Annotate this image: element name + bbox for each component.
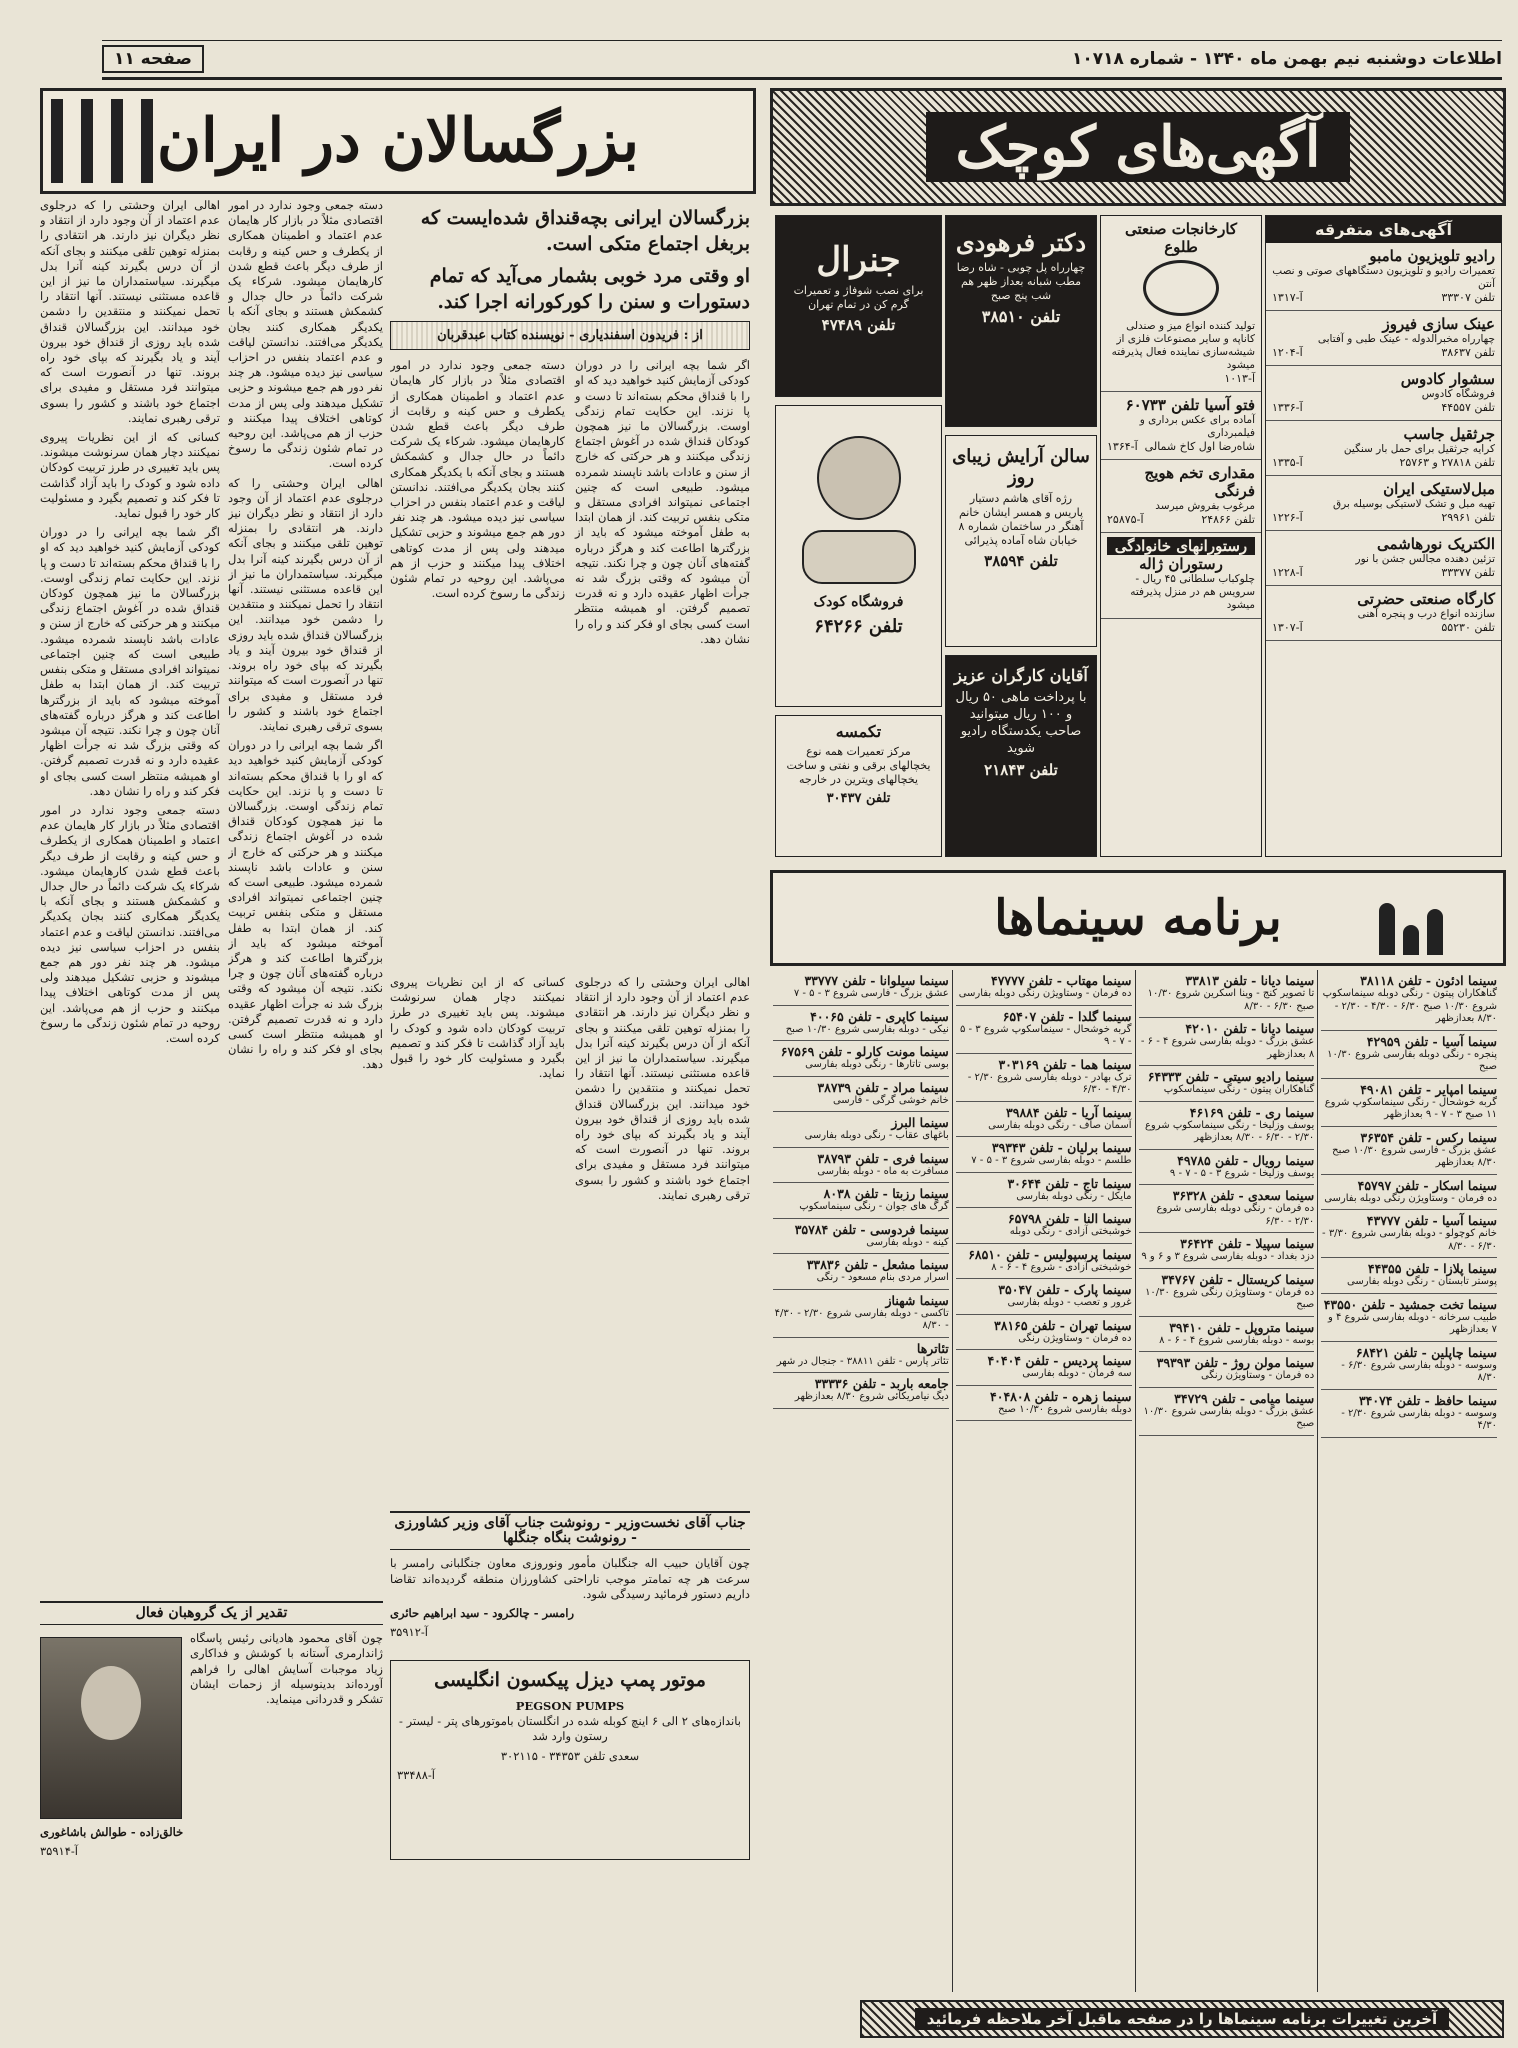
article-paragraph: اهالی ایران وحشتی را که درجلوی عدم اعتماد از آن وجود دارد از انتقاد و نظر دیگران نیز دارند. هر انتقادی را بمنزله توهین تلقی میکنند و بجای آنکه از آن درس بگیرند کینه آنرا بدل میگیرند. سیاستمداران ما نیز از این قاعده مستثنی نیستند. آنها انتقاد را تحمل نمیکنند و منتقدین را دشمن خود میدانند. این بزرگسالان قنداق شده باید روزی از قنداق خود بیرون آیند و یاد بگیرند که بپای خود راه بروند. تنها در آنصورت است که میتوانند فرد مستقل و مفیدی برای اجتماع خود باشند و کشور را بسوی ترقی رهبری نمایند. [575,975,750,1202]
pump-body: باندازه‌های ۲ الی ۶ اینچ کوبله شده در انگلستان باموتورهای پتر - لیستر - رستون وارد شد [399,1714,741,1744]
cinema-name: سینما رزبتا - تلفن ۸۰۳۸ [823,1186,949,1201]
cinema-column [952,970,1135,1992]
cinema-name: سینما اسکار - تلفن ۴۵۷۹۷ [1357,1177,1497,1193]
small-ad-title: عینک سازی فیروز [1382,315,1495,333]
cinema-entry [1321,1127,1497,1175]
small-ad-desc: تعمیرات رادیو و تلویزیون دستگاههای صوتی و نصب آنتن [1272,265,1495,290]
takmeseh-phone: تلفن ۳۰۴۳۷ [826,791,891,806]
cinema-showtimes: سه فرمان - دوبله بفارسی [1022,1368,1132,1379]
cinema-column [1317,970,1500,1992]
doctor-phone: تلفن ۳۸۵۱۰ [981,307,1061,326]
small-ad-phone: تلفن ۲۹۹۶۱ [1441,511,1495,524]
small-ad [1266,366,1501,421]
small-ad-desc: آماده برای عکس برداری و فیلمبرداری [1139,414,1255,439]
article-paragraph: اهالی ایران وحشتی را که درجلوی عدم اعتماد از آن وجود دارد از انتقاد و نظر دیگران نیز دارند. هر انتقادی را بمنزله توهین تلقی میکنند و بجای آنکه از آن درس بگیرند کینه آنرا بدل میگیرند. سیاستمداران ما نیز از این قاعده مستثنی نیستند. آنها انتقاد را تحمل نمیکنند و منتقدین را دشمن خود میدانند. این بزرگسالان قنداق شده باید روزی از قنداق خود بیرون آیند و یاد بگیرند که بپای خود راه بروند. تنها در آنصورت است که میتوانند فرد مستقل و مفیدی برای اجتماع خود باشند و کشور را بسوی ترقی رهبری نمایند. [40,198,220,425]
cinema-entry [956,970,1132,1006]
cinema-showtimes: دوبله بفارسی شروع ۱۰/۳۰ صبح [998,1403,1132,1415]
cinema-showtimes: باغهای عقاب - رنگی دوبله بفارسی [804,1130,949,1141]
small-ad-code: آ-۱۳۳۵ [1272,456,1303,469]
cinema-entry [956,1054,1132,1102]
cinema-showtimes: وسوسه - دوبله بفارسی شروع ۶/۳۰ - ۸/۳۰ [1341,1359,1497,1383]
cinema-name: سینما فردوسی - تلفن ۳۵۷۸۴ [794,1221,949,1237]
cinema-showtimes: نیکی - دوبله بفارسی شروع ۱۰/۳۰ صبح [785,1023,949,1035]
small-ad [1266,243,1501,311]
small-ad-phone: تلفن ۴۴۵۵۷ [1441,401,1495,414]
small-ad-title: سشوار کادوس [1400,370,1495,388]
cinema-entry [956,1350,1132,1386]
takmeseh-ad [775,715,942,857]
small-ad [1266,531,1501,586]
cinema-entry [956,1279,1132,1315]
general-phone: تلفن ۴۷۴۸۹ [821,316,896,334]
classified-ads-title: آگهی‌های کوچک [926,112,1351,182]
small-ad-phone: تلفن ۳۸۶۳۷ [1441,346,1495,359]
cinema-column [1135,970,1318,1992]
small-ad-code: آ-۱۲۲۶ [1272,511,1303,524]
article-paragraph: دسته جمعی وجود ندارد در امور اقتصادی مثلاً در بازار کار هایمان عدم اعتماد و اطمینان همکاری از یکطرف و حس کینه و رقابت از طرف دیگر باعث قطع شدن کارهایمان میشود. شرکاء یک شرکت دائماً در حال جدال و کشمکش هستند و بجای آنکه با یکدیگر همکاری کنند بجان یکدیگر می‌افتند. ندانستن لیاقت و عدم اعتماد بنفس در احزاب سیاسی نیز دیده میشود. هر چند نفر دور هم جمع میشوند و حزبی تشکیل میدهند ولی پس از مدت کوتاهی اختلاف پیدا میکنند و حزب از هم می‌پاشد. این روحیه در تمام شئون زندگی ما رسوخ کرده است. [228,198,383,471]
cinema-showtimes: تا تصویر کنج - وینا اسکرین شروع ۱۰/۳۰ صبح ۶/۳۰ - ۸/۳۰ [1147,988,1315,1012]
cinema-showtimes: عشق بزرگ - دوبله بفارسی شروع ۴ - ۶ - ۸ بعدازظهر [1140,1036,1315,1060]
cinema-name: سینما رادیو سیتی - تلفن ۶۴۳۳۳ [1147,1069,1315,1084]
cinema-entry [773,1041,949,1077]
cinema-entry [773,1338,949,1374]
cinema-name: سینما تهران - تلفن ۳۸۱۶۵ [994,1317,1132,1333]
cinema-entry [956,1208,1132,1244]
cinema-entry [956,1102,1132,1138]
small-ad [1266,421,1501,476]
cinema-showtimes: ده فرمان - وستاویژن رنگی دوبله بفارسی [1324,1192,1497,1204]
cinema-name: سینما پردیس - تلفن ۴۰۴۰۴ [987,1353,1132,1368]
article-paragraph: کسانی که از این نظریات پیروی نمیکنند دچار همان سرنوشت میشوند. پس باید تغییری در طرز تربیت کودکان داده شود و کودک را باید آزاد گذاشت تا فکر کند و تصمیم بگیرد و مسئولیت کار خود را قبول نماید. [390,975,565,1081]
cinema-showtimes: ده فرمان - وستاویژن رنگی دوبله بفارسی [958,988,1132,999]
cinema-entry [773,1112,949,1148]
cinema-entry [773,970,949,1006]
article-paragraph: اگر شما بچه ایرانی را در دوران کودکی آزمایش کنید خواهید دید که او را با قنداق محکم بسته‌اند تا دست و پا نزند. این حکایت تمام زندگی اوست. بزرگسالان ما نیز همچون کودکان قنداق شده در آغوش اجتماع زندگی میکنند و هر حرکتی که خارج از سنن و عادات باشد ناپسند شمرده میشود. طبیعی است که چنین اجتماعی نمیتواند افرادی مستقل و متکی بنفس تربیت کند. از همان ابتدا به طفل آموخته میشود که باید از بزرگترها اطاعت کند و هرگز درباره گفته‌های آنان چون و چرا نکند. نتیجه آن میشود که وقتی بزرگ شد نه جرأت اظهار عقیده دارد و نه قدرت تصمیم گرفتن. او همیشه منتظر است کسی بجای او فکر کند و راه را نشان دهد. [228,738,383,1072]
small-ad-code: آ-۱۳۳۶ [1272,401,1303,414]
cinema-name: سینما پرسپولیس - تلفن ۶۸۵۱۰ [968,1246,1132,1262]
cinema-entry [956,1386,1132,1422]
notice-prime-minister [390,1505,750,1655]
article-paragraph: اگر شما بچه ایرانی را در دوران کودکی آزمایش کنید خواهید دید که او را با قنداق محکم بسته‌اند تا دست و پا نزند. این حکایت تمام زندگی اوست. بزرگسالان ما نیز همچون کودکان قنداق شده در آغوش اجتماع زندگی میکنند و هر حرکتی که خارج از سنن و عادات باشد ناپسند شمرده میشود. طبیعی است که چنین اجتماعی نمیتواند افرادی مستقل و متکی بنفس تربیت کند. از همان ابتدا به طفل آموخته میشود که باید از بزرگترها اطاعت کند و هرگز درباره گفته‌های آنان چون و چرا نکند. نتیجه آن میشود که وقتی بزرگ شد نه جرأت اظهار عقیده دارد و نه قدرت تصمیم گرفتن. او همیشه منتظر است کسی بجای او فکر کند و راه را نشان دهد. [40,525,220,798]
restaurant-ad [1101,533,1261,619]
cinema-entry [1139,1150,1315,1186]
cinema-column [770,970,952,1992]
cinema-name: سینما مشعل - تلفن ۳۳۸۳۶ [806,1257,949,1272]
cinema-name: سینما مراد - تلفن ۳۸۷۳۹ [817,1079,949,1095]
cinema-showtimes: یوسف وزلیخا - شروع ۳ - ۵ - ۷ - ۹ [1169,1167,1315,1179]
small-ad-title: رادیو تلویزیون مامبو [1369,247,1495,265]
cinema-entry [1321,970,1497,1031]
small-ad-title: فتو آسیا تلفن ۶۰۷۳۳ [1125,396,1255,414]
cinema-entry [1139,1185,1315,1233]
cinema-name: سینما مولن روژ - تلفن ۳۹۳۹۳ [1156,1355,1315,1370]
page-header [102,40,1502,80]
small-ad-desc: مرغوب بفروش میرسد [1155,500,1255,512]
workers-body: با پرداخت ماهی ۵۰ ریال و ۱۰۰ ریال میتوانید صاحب یکدستگاه رادیو شوید [955,690,1087,756]
cinema-showtimes: گربه خوشحال - رنگی سینماسکوپ شروع ۱۱ صبح ۳ - ۷ - ۹ بعدازظهر [1324,1096,1497,1120]
small-ad-title: مقداری تخم هویج فرنگی [1144,464,1255,500]
factory-ad [1101,216,1261,392]
cinema-name: سینما رویال - تلفن ۴۹۷۸۵ [1177,1152,1315,1168]
small-ad-phone: تلفن ۳۳۳۷۷ [1441,566,1495,579]
cinema-showtimes: دیگ نیامریکائی شروع ۸/۳۰ بعدازظهر [794,1391,949,1402]
article-column-side-2 [228,198,383,1588]
cinema-showtimes: تئاتر پارس - تلفن ۳۸۸۱۱ - جنجال در شهر [776,1355,949,1367]
small-ad-desc: چهارراه مخبرالدوله - عینک طبی و آفتابی [1317,333,1495,345]
cinema-listings [770,970,1500,1992]
cinema-showtimes: پنجره - رنگی دوبله بفارسی شروع ۱۰/۳۰ صبح [1327,1048,1497,1072]
cinema-showtimes: خوشبختی آزادی - رنگی دوبله [1009,1226,1132,1237]
small-ad-code: آ-۱۳۱۷ [1272,291,1303,304]
cinema-name: سینما زهره - تلفن ۴۰۴۸۰۸ [990,1388,1132,1404]
title-decoration [51,99,171,183]
ads-column-3 [1100,215,1262,857]
shoe-illustration-icon [802,530,916,584]
workers-phone: تلفن ۲۱۸۴۳ [984,761,1058,779]
cinema-entry [773,1183,949,1219]
restaurant-section-title: رستورانهای خانوادگی [1107,537,1255,555]
doctor-title: دکتر فرهودی [955,228,1087,257]
cinema-showtimes: آسمان صاف - رنگی دوبله بفارسی [988,1119,1132,1131]
salon-body: رژه آقای هاشم دستیار پاریس و همسر ایشان خانم آهنگر در ساختمان شماره ۸ خیابان شاه آماده پذیرائی [958,492,1084,547]
cinema-name: سینما میامی - تلفن ۳۴۷۲۹ [1174,1390,1315,1406]
baby-illustration-icon [817,436,901,520]
article-paragraph: کسانی که از این نظریات پیروی نمیکنند دچار همان سرنوشت میشوند. پس باید تغییری در طرز تربیت کودکان داده شود و کودک را باید آزاد گذاشت تا فکر کند و تصمیم بگیرد و مسئولیت کار خود را قبول نماید. [40,430,220,521]
cinema-name: سینما هما - تلفن ۳۰۳۱۶۹ [998,1056,1132,1072]
restaurant-name: رستوران ژاله [1139,555,1223,573]
cinema-name: سینما البرز [891,1115,949,1130]
cinema-entry [1139,1102,1315,1150]
doctor-ad [945,215,1097,427]
small-ad-code: آ-۲۵۸۷۵ [1107,513,1144,526]
small-ad-desc: تهیه مبل و تشک لاستیکی بوسیله برق [1332,498,1495,510]
small-ad-title: جرثقیل جاسب [1403,425,1495,443]
cinema-entry [773,1373,949,1409]
restaurant-body: چلوکباب سلطانی ۴۵ ریال - سرویس هم در منزل پذیرفته میشود [1130,573,1255,611]
cinema-entry [1321,1342,1497,1390]
cinema-showtimes: خانم کوچولو - دوبله بفارسی شروع ۳/۳۰ - ۶/۳۰ - ۸/۳۰ [1322,1228,1497,1252]
cinema-entry [956,1315,1132,1351]
cinema-entry [1139,1066,1315,1102]
salon-title: سالن آرایش زیبای روز [952,446,1090,488]
cinema-showtimes: گناهکاران پیتون - رنگی دوبله سینماسکوپ شروع ۱۰/۳۰ صبح ۶/۳۰ - ۴/۳۰ - ۲/۳۰ - ۸/۳۰ بعدازظهر [1322,988,1497,1024]
small-ad-code: آ-۱۲۰۴ [1272,346,1303,359]
cinema-entry [1321,1175,1497,1211]
small-ad-desc: کرایه جرثقیل برای حمل بار سنگین [1343,443,1495,455]
cinema-name: سینما دیانا - تلفن ۴۲۰۱۰ [1185,1021,1315,1036]
cinema-name: تئاترها [916,1340,949,1356]
notice-body: چون آقایان حبیب اله جنگلبان مأمور ونوروزی معاون جنگلبانی رامسر با سرعت هر چه تمامتر موجب ناراحتی کشاورزان منطقه گردیده‌اند تقاضا داریم دستور فرمائید رسیدگی شود. [390,1556,750,1601]
cinema-showtimes: پوستر تابستان - رنگی دوبله بفارسی [1347,1276,1497,1287]
article-lead-2: او وقتی مرد خوبی بشمار می‌آید که تمام دستورات و سنن را کورکورانه اجرا کند. [429,265,750,313]
takmeseh-title: تکمسه [835,722,882,741]
notice-signature: خالق‌زاده - طوالش باشاغوری [40,1825,184,1840]
article-paragraph: اهالی ایران وحشتی را که درجلوی عدم اعتماد از آن وجود دارد از انتقاد و نظر دیگران نیز دارند. هر انتقادی را بمنزله توهین تلقی میکنند و بجای آنکه از آن درس بگیرند کینه آنرا بدل میگیرند. سیاستمداران ما نیز از این قاعده مستثنی نیستند. آنها انتقاد را تحمل نمیکنند و منتقدین را دشمن خود میدانند. این بزرگسالان قنداق شده باید روزی از قنداق خود بیرون آیند و یاد بگیرند که بپای خود راه بروند. تنها در آنصورت است که میتوانند فرد مستقل و مفیدی برای اجتماع خود باشند و کشور را بسوی ترقی رهبری نمایند. [228,475,383,733]
cinema-entry [1139,1388,1315,1436]
small-ad-phone: تلفن ۲۴۸۶۶ [1201,513,1255,526]
cinema-entry [956,1244,1132,1280]
special-ads-title: آگهی‌های متفرقه [1266,216,1501,243]
cinema-name: سینما سپیلا - تلفن ۳۶۴۲۴ [1180,1236,1315,1251]
pump-contact: سعدی تلفن ۳۴۳۵۳ - ۳۰۲۱۱۵ [500,1748,640,1763]
cinema-name: سینما چاپلین - تلفن ۶۸۴۲۱ [1355,1344,1497,1360]
cinema-entry [1139,1233,1315,1269]
notice-code: آ-۳۵۹۱۴ [40,1844,78,1859]
factory-code: آ-۱۰۱۳ [1224,372,1255,385]
cinema-showtimes: گناهکاران پیتون - رنگی سینماسکوپ [1163,1084,1315,1095]
cinema-name: سینما مهتاب - تلفن ۴۷۷۷۷ [991,973,1132,988]
cinema-showtimes: تاکسی - دوبله بفارسی شروع ۲/۳۰ - ۴/۳۰ - ۸/۳۰ [774,1307,949,1331]
notice-sergeant [40,1595,383,2015]
cinema-name: سینما ادئون - تلفن ۳۸۱۱۸ [1360,973,1497,988]
cinema-showtimes: عشق بزرگ - فارسی شروع ۱۰/۳۰ صبح ۸/۳۰ بعدازظهر [1332,1144,1497,1168]
workers-title: آقایان کارگران عزیز [954,666,1088,685]
cinema-name: سینما آسیا - تلفن ۴۲۹۵۹ [1366,1033,1497,1049]
cinema-showtimes: دزد بغداد - دوبله بفارسی شروع ۳ و ۶ و ۹ [1141,1251,1315,1262]
cinema-showtimes: ترک بهادر - دوبله بفارسی شروع ۲/۳۰ - ۴/۳۰ - ۶/۳۰ [967,1071,1132,1095]
factory-body: تولید کننده انواع میز و صندلی کاناپه و سایر مصنوعات فلزی از شیشه‌سازی نماینده فعال پذیرفته میشود [1111,320,1255,371]
cinema-banner [770,870,1506,966]
article-title: بزرگسالان در ایران [156,106,640,176]
small-ad-phone: تلفن ۲۷۸۱۸ و ۲۵۷۶۳ [1399,456,1495,469]
article-paragraph: دسته جمعی وجود ندارد در امور اقتصادی مثلاً در بازار کار هایمان عدم اعتماد و اطمینان همکاری از یکطرف و حس کینه و رقابت از طرف دیگر باعث قطع شدن کارهایمان میشود. شرکاء یک شرکت دائماً در حال جدال و کشمکش هستند و بجای آنکه با یکدیگر همکاری کنند بجان یکدیگر می‌افتند. ندانستن لیاقت و عدم اعتماد بنفس در احزاب سیاسی نیز دیده میشود. هر چند نفر دور هم جمع میشوند و حزبی تشکیل میدهند ولی پس از مدت کوتاهی اختلاف پیدا میکنند و حزب از هم می‌پاشد. این روحیه در تمام شئون زندگی ما رسوخ کرده است. [390,358,565,601]
notice-code: آ-۳۵۹۱۲ [390,1625,428,1640]
cinema-showtimes: ده فرمان - وستاویژن رنگی [1018,1332,1132,1344]
cinema-showtimes: وسوسه - دوبله بفارسی شروع ۲/۳۰ - ۴/۳۰ [1341,1407,1497,1431]
cinema-entry [1321,1210,1497,1258]
cinema-name: سینما متروپل - تلفن ۳۹۴۱۰ [1169,1319,1315,1335]
cinema-entry [1321,1294,1497,1342]
article-title-banner [40,88,756,194]
small-ad [1266,476,1501,531]
cinema-showtimes: گرگ های جوان - رنگی سینماسکوپ [799,1201,949,1212]
pump-ad [390,1660,750,1860]
cinema-showtimes: مسافرت به ماه - دوبله بفارسی [817,1165,949,1177]
cinema-name: سینما سعدی - تلفن ۳۶۳۲۸ [1172,1188,1315,1203]
general-body: برای نصب شوفاژ و تعمیرات گرم کن در تمام تهران [793,284,924,311]
general-title: جنرال [816,240,901,280]
cinema-entry [1321,1031,1497,1079]
salon-phone: تلفن ۳۸۵۹۴ [984,552,1058,570]
small-ad-code: آ-۱۲۲۸ [1272,566,1303,579]
factory-title: کارخانجات صنعتی طلوع [1124,220,1238,256]
cinema-name: جامعه باربد - تلفن ۳۳۳۳۶ [814,1376,949,1391]
notice-signature: رامسر - چالکرود - سید ابراهیم حائری [390,1606,574,1621]
cinema-showtimes: ده فرمان - وستاویژن رنگی [1200,1370,1315,1381]
takmeseh-body: مرکز تعمیرات همه نوع یخچالهای برقی و نفتی و ساخت یخچالهای ویترین در خارجه [786,745,931,786]
cinema-name: سینما رکس - تلفن ۳۶۳۵۴ [1360,1129,1497,1145]
small-ad-phone: تلفن ۵۵۲۳۰ [1441,621,1495,634]
classified-ads-banner [770,88,1506,206]
cinema-entry [956,1137,1132,1173]
pump-code: آ-۳۳۴۸۸ [397,1767,435,1782]
cinema-name: سینما پلازا - تلفن ۴۴۳۵۵ [1367,1261,1497,1276]
small-ad-phone: تلفن ۳۳۳۰۷ [1441,291,1495,304]
cinema-showtimes: مایکل - رنگی دوبله بفارسی [1016,1190,1132,1202]
cinema-name: سینما النا - تلفن ۶۵۷۹۸ [1007,1211,1132,1226]
cinema-showtimes: خوشبختی آزادی - شروع ۴ - ۶ - ۸ [991,1261,1132,1273]
family-silhouette-icon [1379,881,1489,955]
small-ad [1101,392,1261,460]
cinema-name: سینما تخت جمشید - تلفن ۴۳۵۵۰ [1323,1296,1497,1312]
small-ad-phone: شاه‌رضا اول کاخ شمالی [1144,440,1255,453]
cinema-showtimes: طبیب ‌سرخانه - دوبله بفارسی شروع ۴ و ۷ بعدازظهر [1327,1311,1497,1335]
cinema-entry [773,1148,949,1184]
cinema-name: سینما سیلوانا - تلفن ۳۳۷۷۷ [804,973,949,988]
cinema-showtimes: غرور و تعصب - دوبله بفارسی [1007,1297,1132,1308]
cinema-entry [1139,1018,1315,1066]
cinema-entry [956,1006,1132,1054]
cinema-showtimes: یوسف وزلیخا - رنگی سینماسکوپ شروع ۲/۳۰ - ۶/۳۰ - ۸/۳۰ بعدازظهر [1144,1119,1315,1143]
pump-brand: PEGSON PUMPS [515,1699,625,1713]
cinema-name: سینما کریستال - تلفن ۳۴۷۶۷ [1161,1271,1315,1287]
cinema-name: سینما آریا - تلفن ۳۹۸۸۴ [1006,1104,1132,1120]
issue-info: اطلاعات دوشنبه نیم بهمن ماه ۱۳۴۰ - شماره ۱۰۷۱۸ [1071,49,1502,69]
article-author: از : فریدون اسفندیاری - نویسنده کتاب عبدقربان [390,321,750,350]
salon-ad [945,435,1097,647]
small-ad-title: کارگاه صنعتی حضرتی [1357,590,1495,608]
cinema-name: سینما کاپری - تلفن ۴۰۰۶۵ [810,1008,949,1024]
baby-store-ad [775,405,942,707]
cinema-name: سینما مونت کارلو - تلفن ۶۷۵۶۹ [780,1044,949,1059]
cinema-entry [773,1290,949,1338]
cinema-entry [773,1006,949,1042]
article-paragraph: دسته جمعی وجود ندارد در امور اقتصادی مثلاً در بازار کار هایمان عدم اعتماد و اطمینان همکاری از یکطرف و حس کینه و رقابت از طرف دیگر باعث قطع شدن کارهایمان میشود. شرکاء یک شرکت دائماً در حال جدال و کشمکش هستند و بجای آنکه با یکدیگر همکاری کنند بجان یکدیگر می‌افتند. ندانستن لیاقت و عدم اعتماد بنفس در احزاب سیاسی نیز دیده میشود. هر چند نفر دور هم جمع میشوند و حزبی تشکیل میدهند ولی پس از مدت کوتاهی اختلاف پیدا میکنند و حزب از هم می‌پاشد. این روحیه در تمام شئون زندگی ما رسوخ کرده است. [40,802,220,1045]
cinema-name: سینما امپایر - تلفن ۴۹۰۸۱ [1360,1081,1497,1097]
cinema-entry [1139,1352,1315,1388]
small-ad-title: الکتریک نورهاشمی [1376,535,1495,553]
cinema-showtimes: بوسی تاتارها - رنگی دوبله بفارسی [805,1059,949,1070]
cinema-entry [773,1254,949,1290]
small-ad [1266,586,1501,641]
small-ads-column [1265,215,1502,857]
cinema-showtimes: خانم خوشی گرگی - فارسی [832,1094,949,1106]
small-ad-title: مبل‌لاستیکی ایران [1383,480,1495,498]
cinema-entry [1139,1317,1315,1353]
cinema-entry [1139,970,1315,1018]
pump-title: موتور پمپ دیزل پیکسون انگلیسی [434,1669,706,1691]
cinema-footer-text: آخرین تغییرات برنامه سینماها را در صفحه ماقبل آخر ملاحظه فرمائید [915,2008,1449,2030]
cinema-name: سینما آسیا - تلفن ۴۳۷۷۷ [1366,1213,1497,1228]
article-lead-1: بزرگسالان ایرانی بچه‌قنداق شده‌ایست که بربغل اجتماع متکی است. [420,207,750,255]
cinema-showtimes: بوسه - دوبله بفارسی شروع ۴ - ۶ - ۸ [1159,1334,1315,1346]
cinema-name: سینما تاج - تلفن ۳۰۶۴۴ [1007,1175,1132,1191]
cinema-name: سینما شهناز [885,1292,949,1308]
gear-icon [1143,260,1219,316]
small-ad-code: آ-۱۳۰۷ [1272,621,1303,634]
small-ad [1101,460,1261,533]
cinema-name: سینما فری - تلفن ۳۸۷۹۳ [817,1150,949,1166]
notice-body: چون آقای محمود هادیانی رئیس پاسگاه ژاندارمری آستانه با کوشش و فداکاری زیاد موجبات آسایش اهالی را فراهم آورده‌اند بدینوسیله از زحمات ایشان تشکر و قدردانی مینماید. [190,1631,383,1707]
notice-title: تقدیر از یک گروهبان فعال [40,1601,383,1625]
cinema-showtimes: کینه - دوبله بفارسی [866,1236,949,1248]
notice-title: جناب آقای نخست‌وزیر - رونوشت جناب آقای وزیر کشاورزی - رونوشت بنگاه جنگلها [390,1511,750,1550]
article-column-side [40,198,220,1588]
cinema-showtimes: اسرار مردی بنام مسعود - رنگی [816,1272,949,1283]
cinema-name: سینما حافظ - تلفن ۳۴۰۷۴ [1358,1392,1497,1408]
cinema-showtimes: عشق بزرگ - دوبله بفارسی شروع ۱۰/۳۰ صبح [1143,1405,1315,1429]
workers-ad [945,655,1097,857]
small-ad-code: آ-۱۳۶۴ [1107,440,1138,453]
cinema-title: برنامه سینماها [994,890,1282,946]
doctor-body: چهارراه پل چوبی - شاه رضا مطب شبانه بعداز ظهر هم شب پنج صبح [956,261,1086,302]
cinema-name: سینما ری - تلفن ۴۶۱۶۹ [1189,1104,1315,1120]
cinema-entry [1321,1258,1497,1294]
cinema-name: سینما دیانا - تلفن ۳۳۸۱۳ [1185,973,1315,988]
cinema-showtimes: ده فرمان - وستاویژن رنگی شروع ۱۰/۳۰ صبح [1145,1286,1315,1310]
cinema-entry [773,1219,949,1255]
cinema-entry [1321,1079,1497,1127]
cinema-showtimes: ده فرمان - رنگی دوبله بفارسی شروع ۲/۳۰ - ۶/۳۰ [1156,1203,1315,1227]
cinema-entry [956,1173,1132,1209]
cinema-entry [1321,1390,1497,1438]
article-paragraph: اگر شما بچه ایرانی را در دوران کودکی آزمایش کنید خواهید دید که او را با قنداق محکم بسته‌اند تا دست و پا نزند. این حکایت تمام زندگی اوست. بزرگسالان ما نیز همچون کودکان قنداق شده در آغوش اجتماع زندگی میکنند و هر حرکتی که خارج از سنن و عادات باشد ناپسند شمرده میشود. طبیعی است که چنین اجتماعی نمیتواند افرادی مستقل و متکی بنفس تربیت کند. از همان ابتدا به طفل آموخته میشود که باید از بزرگترها اطاعت کند و هرگز درباره گفته‌های آنان چون و چرا نکند. نتیجه آن میشود که وقتی بزرگ شد نه جرأت اظهار عقیده دارد و نه قدرت تصمیم گرفتن. او همیشه منتظر است کسی بجای او فکر کند و راه را نشان دهد. [575,358,750,646]
small-ad [1266,311,1501,366]
article-column-lead [390,205,750,965]
baby-store-phone: تلفن ۶۴۲۶۶ [814,616,903,637]
article-column-continued [390,975,750,1495]
small-ad-desc: سازنده انواع درب و پنجره آهنی [1357,608,1495,620]
baby-store-title: فروشگاه کودک [813,594,904,610]
cinema-name: سینما پارک - تلفن ۳۵۰۴۷ [998,1282,1132,1297]
cinema-entry [1139,1269,1315,1317]
page-number: صفحه ۱۱ [102,45,204,73]
cinema-showtimes: عشق بزرگ - فارسی شروع ۳ - ۵ - ۷ [793,988,949,999]
cinema-footer-note [860,2000,1504,2038]
sergeant-photo [40,1637,182,1819]
cinema-showtimes: گربه خوشحال - سینماسکوپ شروع ۳ - ۵ - ۷ - ۹ [959,1023,1132,1047]
small-ad-desc: فروشگاه کادوس [1421,388,1495,400]
cinema-name: سینما گلدا - تلفن ۶۵۴۰۷ [1002,1008,1132,1024]
general-ad [775,215,942,397]
cinema-name: سینما برلیان - تلفن ۳۹۳۴۳ [991,1140,1132,1155]
small-ad-desc: تزئین دهنده مجالس جشن با نور [1355,553,1495,565]
cinema-entry [773,1077,949,1113]
cinema-showtimes: طلسم - دوبله بفارسی شروع ۳ - ۵ - ۷ [971,1155,1132,1166]
